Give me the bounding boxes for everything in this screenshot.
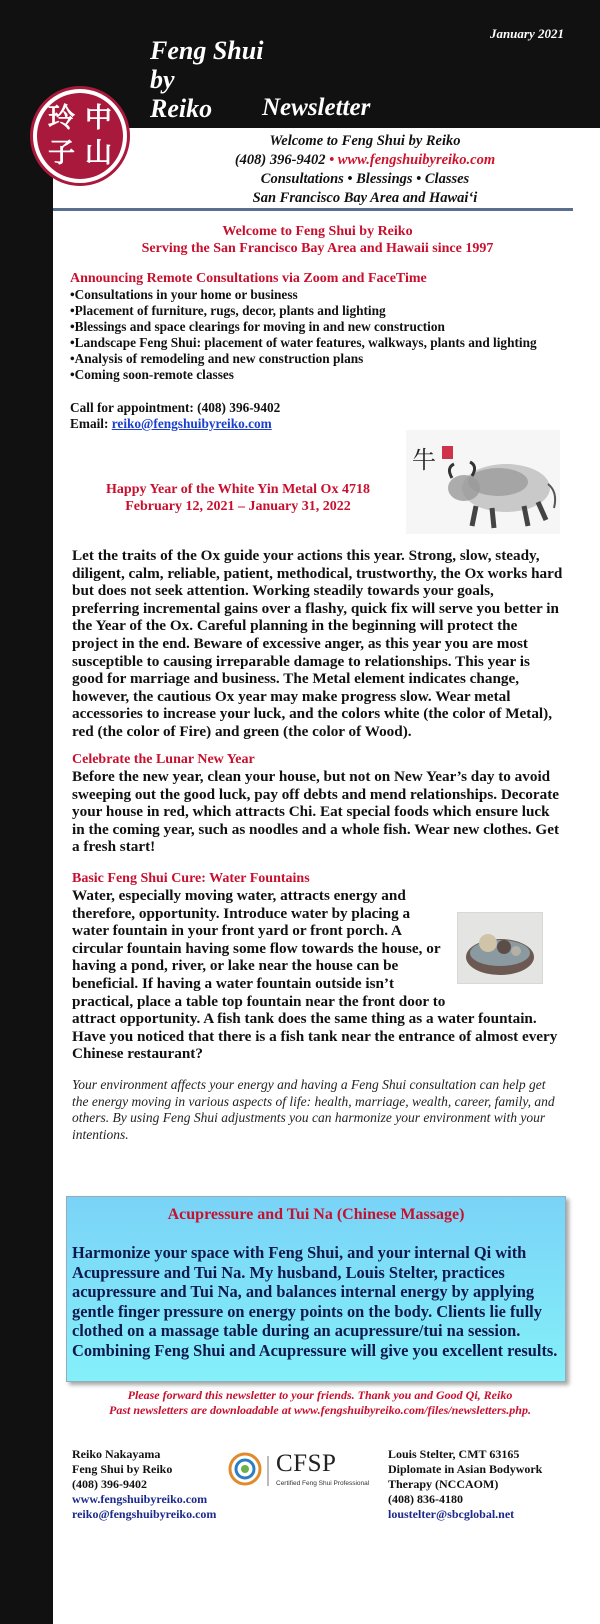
water-line: Chinese restaurant? xyxy=(72,1045,203,1063)
header-divider xyxy=(53,208,573,211)
acupressure-body: Harmonize your space with Feng Shui, and your internal Qi with Acupressure and Tui Na. My husband, Louis Stelter, practices acupressure and Tui Na, and balances internal energy by applying gentle finger pressure on energy points on the body. Clients lie fully clothed on a massage table during an acupressure/tui na session. Combining Feng Shui and Acupressure will give you excellent results. xyxy=(72,1243,558,1360)
water-line: practical, place a table top fountain near the front door to xyxy=(72,992,446,1010)
remote-bullets xyxy=(70,287,560,383)
brand-line: Reiko xyxy=(150,94,213,123)
acupressure-box xyxy=(66,1196,566,1382)
header-website[interactable]: www.fengshuibyreiko.com xyxy=(337,152,496,168)
ox-calligraphy: 牛 xyxy=(412,446,436,474)
cfsp-acronym: CFSP xyxy=(276,1450,337,1477)
ox-title xyxy=(58,481,418,515)
cfsp-logo xyxy=(226,1450,370,1494)
left-sidebar-bar xyxy=(0,0,53,1624)
appointment-info xyxy=(70,400,560,432)
water-line: having a pond, river, or lake near the house can be xyxy=(72,957,399,975)
header-info xyxy=(150,132,580,208)
header-services: Consultations • Blessings • Classes xyxy=(260,171,470,187)
list-item: •Placement of furniture, rugs, decor, plants and lighting xyxy=(70,303,386,318)
ox-painting-image xyxy=(406,430,560,534)
water-line: Have you noticed that there is a fish tank near the entrance of almost every xyxy=(72,1027,558,1045)
list-item: •Consultations in your home or business xyxy=(70,287,298,302)
forward-line: Past newsletters are downloadable at www.fengshuibyreiko.com/files/newsletters.php. xyxy=(109,1403,531,1417)
header-phone: (408) 396-9402 xyxy=(234,152,326,168)
list-item: •Landscape Feng Shui: placement of water features, walkways, plants and lighting xyxy=(70,335,537,350)
list-item: •Blessings and space clearings for moving in and new construction xyxy=(70,319,445,334)
header-contact-line xyxy=(150,151,580,170)
environment-paragraph: Your environment affects your energy and having a Feng Shui consultation can help get the energy moving in various aspects of life: health, marriage, wealth, career, family, and others. By using Feng Shui adjustments you can harmonize your environment with your intentions. xyxy=(72,1077,555,1142)
intro-line: Welcome to Feng Shui by Reiko xyxy=(222,224,413,239)
water-line: attract opportunity. A fish tank does the same thing as a water fountain. xyxy=(72,1010,537,1028)
water-line: water fountain in your front yard or front porch. A xyxy=(72,922,402,940)
acupressure-title: Acupressure and Tui Na (Chinese Massage) xyxy=(167,1206,465,1223)
intro-block xyxy=(70,223,565,257)
email-label: Email: xyxy=(70,416,112,431)
water-line: beneficial. If having a water fountain outside isn’t xyxy=(72,974,395,992)
ox-title-line: February 12, 2021 – January 31, 2022 xyxy=(125,499,351,514)
contact-line: Louis Stelter, CMT 63165 xyxy=(388,1447,520,1461)
remote-section xyxy=(70,271,560,432)
logo-char: 山 xyxy=(85,138,112,169)
lunar-heading: Celebrate the Lunar New Year xyxy=(72,752,255,767)
contact-email[interactable]: reiko@fengshuibyreiko.com xyxy=(72,1507,217,1521)
header-welcome: Welcome to Feng Shui by Reiko xyxy=(269,133,461,149)
contact-company: Feng Shui by Reiko xyxy=(72,1462,173,1476)
contact-email[interactable]: loustelter@sbcglobal.net xyxy=(388,1507,515,1521)
call-line: Call for appointment: (408) 396-9402 xyxy=(70,400,281,415)
water-line: therefore, opportunity. Introduce water by placing a xyxy=(72,904,411,922)
logo-char: 玲 xyxy=(48,103,75,134)
water-heading: Basic Feng Shui Cure: Water Fountains xyxy=(72,871,310,886)
contact-phone: (408) 836-4180 xyxy=(388,1492,463,1506)
intro-line: Serving the San Francisco Bay Area and Hawaii since 1997 xyxy=(141,241,494,256)
newsletter-title: Newsletter xyxy=(262,94,371,121)
seal-stamp xyxy=(442,446,453,459)
logo-seal xyxy=(30,86,130,186)
ox-body: Let the traits of the Ox guide your actions this year. Strong, slow, steady, diligent, calm, reliable, patient, methodical, trustworthy, the Ox works hard but does not seek attention. Working steadily towards your goals, preferring incremental gains over a flashy, quick fix will serve you better in the Year of the Ox. Careful planning in the beginning will protect the project in the end. Beware of excessive anger, as this year you are most susceptible to causing irreparable damage to relationships. This year is good for marriage and business. The Metal element indicates change, however, the cautious Ox year may make progress slow. Wear metal accessories to increase your luck, and the colors white (the color of Metal), red (the color of Fire) and green (the color of Wood). xyxy=(72,547,563,740)
list-item: •Analysis of remodeling and new construction plans xyxy=(70,351,364,366)
logo-char: 中 xyxy=(85,103,112,134)
contact-line: Therapy (NCCAOM) xyxy=(388,1477,499,1491)
water-line: circular fountain having some flow towards the house, or xyxy=(72,939,441,957)
lunar-body: Before the new year, clean your house, but not on New Year’s day to avoid sweeping out the good luck, pay off debts and mend relationships. Decorate your house in red, which attracts Chi. Eat special foods which ensure luck in the coming year, such as noodles and a whole fish. Wear new clothes. Get a fresh start! xyxy=(72,768,560,856)
forward-note xyxy=(60,1388,580,1418)
contact-website[interactable]: www.fengshuibyreiko.com xyxy=(72,1492,208,1506)
footer-contact-louis xyxy=(388,1447,542,1522)
email-link[interactable]: reiko@fengshuibyreiko.com xyxy=(111,416,272,431)
header-bullet: • xyxy=(329,152,335,168)
brand-line: Feng Shui xyxy=(150,36,264,65)
issue-date: January 2021 xyxy=(489,26,564,41)
cfsp-subtitle: Certified Feng Shui Professional xyxy=(276,1480,370,1487)
logo-char: 子 xyxy=(48,138,75,169)
fountain-image xyxy=(457,912,543,984)
forward-line: Please forward this newsletter to your friends. Thank you and Good Qi, Reiko xyxy=(127,1388,513,1402)
brand-line: by xyxy=(150,65,175,94)
contact-name: Reiko Nakayama xyxy=(72,1447,161,1461)
contact-phone: (408) 396-9402 xyxy=(72,1477,147,1491)
remote-heading: Announcing Remote Consultations via Zoom and FaceTime xyxy=(70,271,427,286)
header-areas: San Francisco Bay Area and Hawaiʻi xyxy=(252,190,478,206)
list-item: •Coming soon-remote classes xyxy=(70,367,234,382)
contact-line: Diplomate in Asian Bodywork xyxy=(388,1462,543,1476)
water-line: Water, especially moving water, attracts energy and xyxy=(72,887,406,904)
footer-contact-reiko xyxy=(72,1447,216,1522)
ox-title-line: Happy Year of the White Yin Metal Ox 4718 xyxy=(106,482,370,497)
brand-title xyxy=(150,36,263,123)
lunar-section xyxy=(72,752,564,856)
